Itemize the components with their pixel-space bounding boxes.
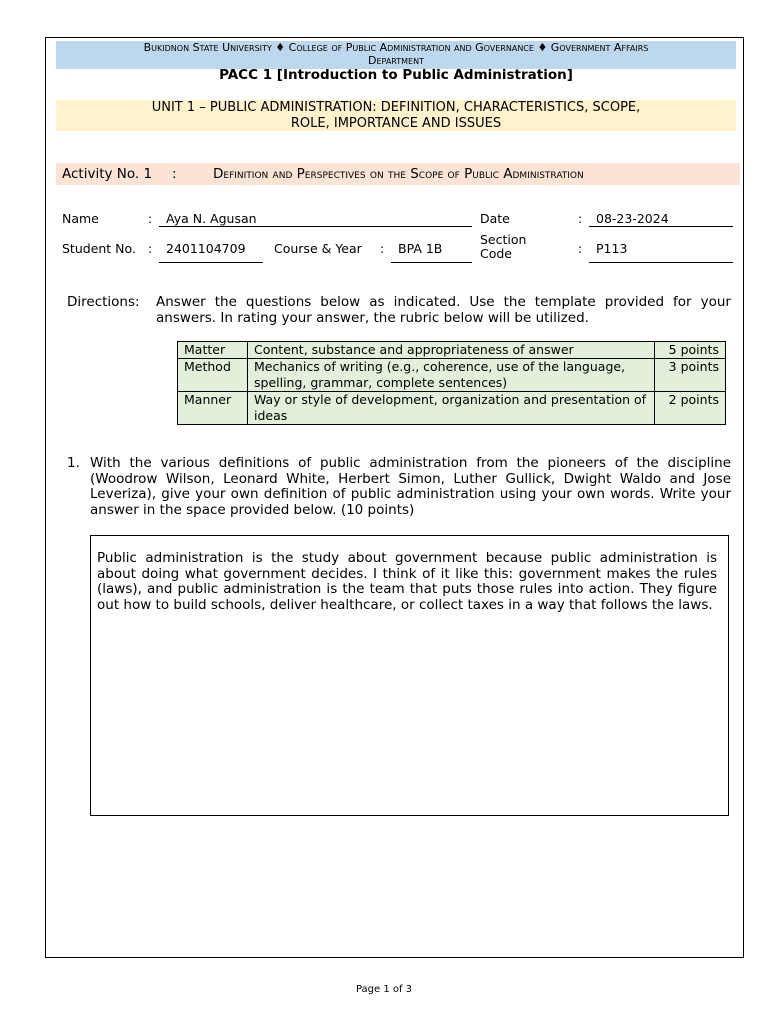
- table-row: [178, 392, 726, 425]
- rubric-criterion: Matter: [178, 342, 248, 359]
- section-field[interactable]: [589, 241, 733, 263]
- rubric-points: 2 points: [655, 392, 726, 425]
- course-year-value: BPA 1B: [398, 241, 443, 256]
- rubric-criterion: Manner: [178, 392, 248, 425]
- directions-label: Directions:: [67, 294, 140, 310]
- rubric-description: Way or style of development, organization and presentation of ideas: [248, 392, 655, 425]
- rubric-points: 5 points: [655, 342, 726, 359]
- unit-title: [56, 100, 736, 131]
- table-row: [178, 342, 726, 359]
- rubric-criterion: Method: [178, 359, 248, 392]
- page-number: Page 1 of 3: [355, 984, 413, 995]
- activity-title: Definition and Perspectives on the Scope of Public Administration: [213, 166, 584, 182]
- activity-separator: :: [172, 166, 177, 182]
- course-title: PACC 1 [Introduction to Public Administration]: [219, 67, 573, 83]
- rubric-points: 3 points: [655, 359, 726, 392]
- activity-band: [56, 163, 740, 185]
- institution-header: [56, 41, 736, 69]
- question-number: 1.: [67, 455, 80, 471]
- name-colon: :: [148, 211, 153, 226]
- student-no-label: Student No.: [62, 241, 136, 256]
- directions-text: Answer the questions below as indicated. Use the template provided for your answers. In rating your answer, the rubric below will be utilized.: [156, 294, 731, 326]
- rubric-description: Mechanics of writing (e.g., coherence, use of the language, spelling, grammar, complete sentences): [248, 359, 655, 392]
- course-year-colon: :: [380, 241, 385, 256]
- student-no-colon: :: [148, 241, 153, 256]
- answer-box[interactable]: [90, 535, 729, 816]
- institution-line-2: Department: [367, 54, 424, 67]
- unit-title-line-1: UNIT 1 – PUBLIC ADMINISTRATION: DEFINITION, CHARACTERISTICS, SCOPE,: [151, 100, 641, 115]
- date-colon: :: [578, 211, 583, 226]
- name-label: Name: [62, 211, 99, 226]
- table-row: [178, 359, 726, 392]
- institution-line-1: Bukidnon State University ♦ College of Public Administration and Governance ♦ Government Affairs: [143, 41, 649, 54]
- rubric-description: Content, substance and appropriateness of answer: [248, 342, 655, 359]
- answer-text: Public administration is the study about government because public administration is about doing what government decides. I think of it like this: government makes the rules (laws), and public administration is the team that puts those rules into action. They figure out how to build schools, deliver healthcare, or collect taxes in a way that follows the laws.: [97, 550, 717, 613]
- section-label-line-2: Code: [480, 246, 513, 261]
- activity-label: Activity No. 1: [62, 166, 153, 182]
- rubric-table: [177, 341, 726, 425]
- date-label: Date: [480, 211, 510, 226]
- course-year-label: Course & Year: [274, 241, 362, 256]
- name-field[interactable]: [159, 211, 472, 227]
- date-field[interactable]: [589, 211, 733, 227]
- section-label-line-1: Section: [480, 232, 527, 247]
- date-value: 08-23-2024: [596, 211, 669, 226]
- name-value: Aya N. Agusan: [166, 211, 257, 226]
- section-value: P113: [596, 241, 628, 256]
- course-year-field[interactable]: [391, 241, 472, 263]
- unit-title-line-2: ROLE, IMPORTANCE AND ISSUES: [290, 115, 502, 131]
- section-colon: :: [578, 241, 583, 256]
- student-no-value: 2401104709: [166, 241, 246, 256]
- student-no-field[interactable]: [159, 241, 263, 263]
- section-code-label: [480, 233, 526, 261]
- question-text: With the various definitions of public administration from the pioneers of the discipline (Woodrow Wilson, Leonard White, Herbert Simon, Luther Gullick, Dwight Waldo and Jose Leveriza), give your own definition of public administration using your own words. Write your answer in the space provided below. (10 points): [90, 455, 731, 518]
